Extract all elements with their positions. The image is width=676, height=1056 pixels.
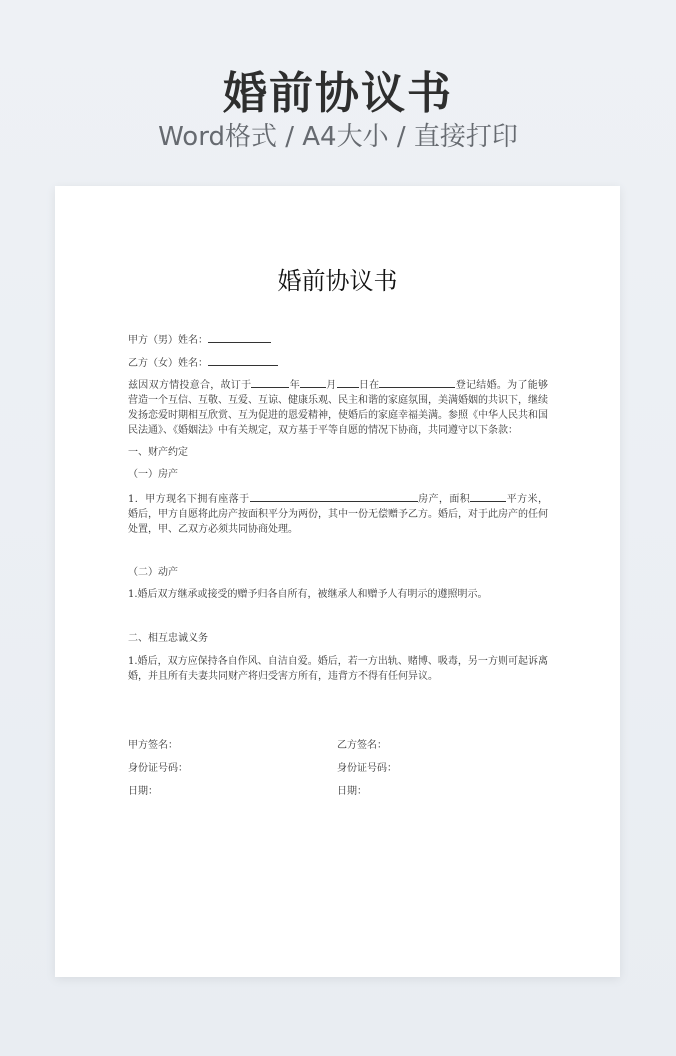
party-a-date-label: 日期： [128, 786, 158, 797]
party-a-name-line [128, 331, 271, 348]
section-heading: 一、财产约定 [128, 447, 188, 458]
party-b-date-label: 日期： [337, 786, 367, 797]
area-blank [470, 490, 506, 502]
address-blank [250, 490, 418, 502]
hero-subtitle: Word格式 / A4大小 / 直接打印 [158, 122, 518, 152]
clause-paragraph: 1．甲方现名下拥有座落于 房产，面积 平方米，婚后，甲方自愿将此房产按面积平分为两份，其中一份无偿赠予乙方。婚后，对于此房产的任何处置，甲、乙双方必须共同协商处理。 [128, 490, 548, 537]
document-title: 婚前协议书 [277, 267, 398, 295]
day-blank [337, 376, 359, 388]
party-b-label: 乙方（女）姓名： [128, 358, 208, 369]
hero-banner [0, 0, 676, 180]
section-heading: 二、相互忠诚义务 [128, 633, 208, 644]
clause-paragraph: 1.婚后双方继承或接受的赠予归各自所有，被继承人和赠予人有明示的遵照明示。 [128, 589, 488, 600]
clause-paragraph: 1.婚后，双方应保持各自作风、自洁自爱。婚后，若一方出轨、赌博、吸毒，另一方则可起诉离婚，并且所有夫妻共同财产将归受害方所有，违背方不得有任何异议。 [128, 656, 548, 682]
party-b-name-blank [208, 354, 278, 366]
party-b-signature-label: 乙方签名： [337, 740, 387, 751]
year-blank [251, 376, 289, 388]
location-blank [379, 376, 455, 388]
document-page [55, 186, 620, 977]
party-b-name-line [128, 354, 278, 371]
party-a-id-label: 身份证号码： [128, 763, 188, 774]
hero-title: 婚前协议书 [223, 68, 453, 119]
subsection-heading: （一）房产 [128, 469, 178, 480]
intro-paragraph: 兹因双方情投意合，故订于 年 月 日在 登记结婚。为了能够营造一个互信、互敬、互爱、互谅、健康乐观、民主和谐的家庭氛围，美满婚姻的共识下，继续发扬恋爱时期相互欣赏、互为促进的恩爱精神，使婚后的家庭幸福美满。参照《中华人民共和国民法通》、《婚姻法》中有关规定，双方基于平等自愿的情况下协商，共同遵守以下条款： [128, 376, 548, 438]
party-a-label: 甲方（男）姓名： [128, 335, 208, 346]
month-blank [300, 376, 326, 388]
party-a-name-blank [208, 331, 271, 343]
subsection-heading: （二）动产 [128, 567, 178, 578]
party-a-signature-label: 甲方签名： [128, 740, 178, 751]
party-b-id-label: 身份证号码： [337, 763, 397, 774]
